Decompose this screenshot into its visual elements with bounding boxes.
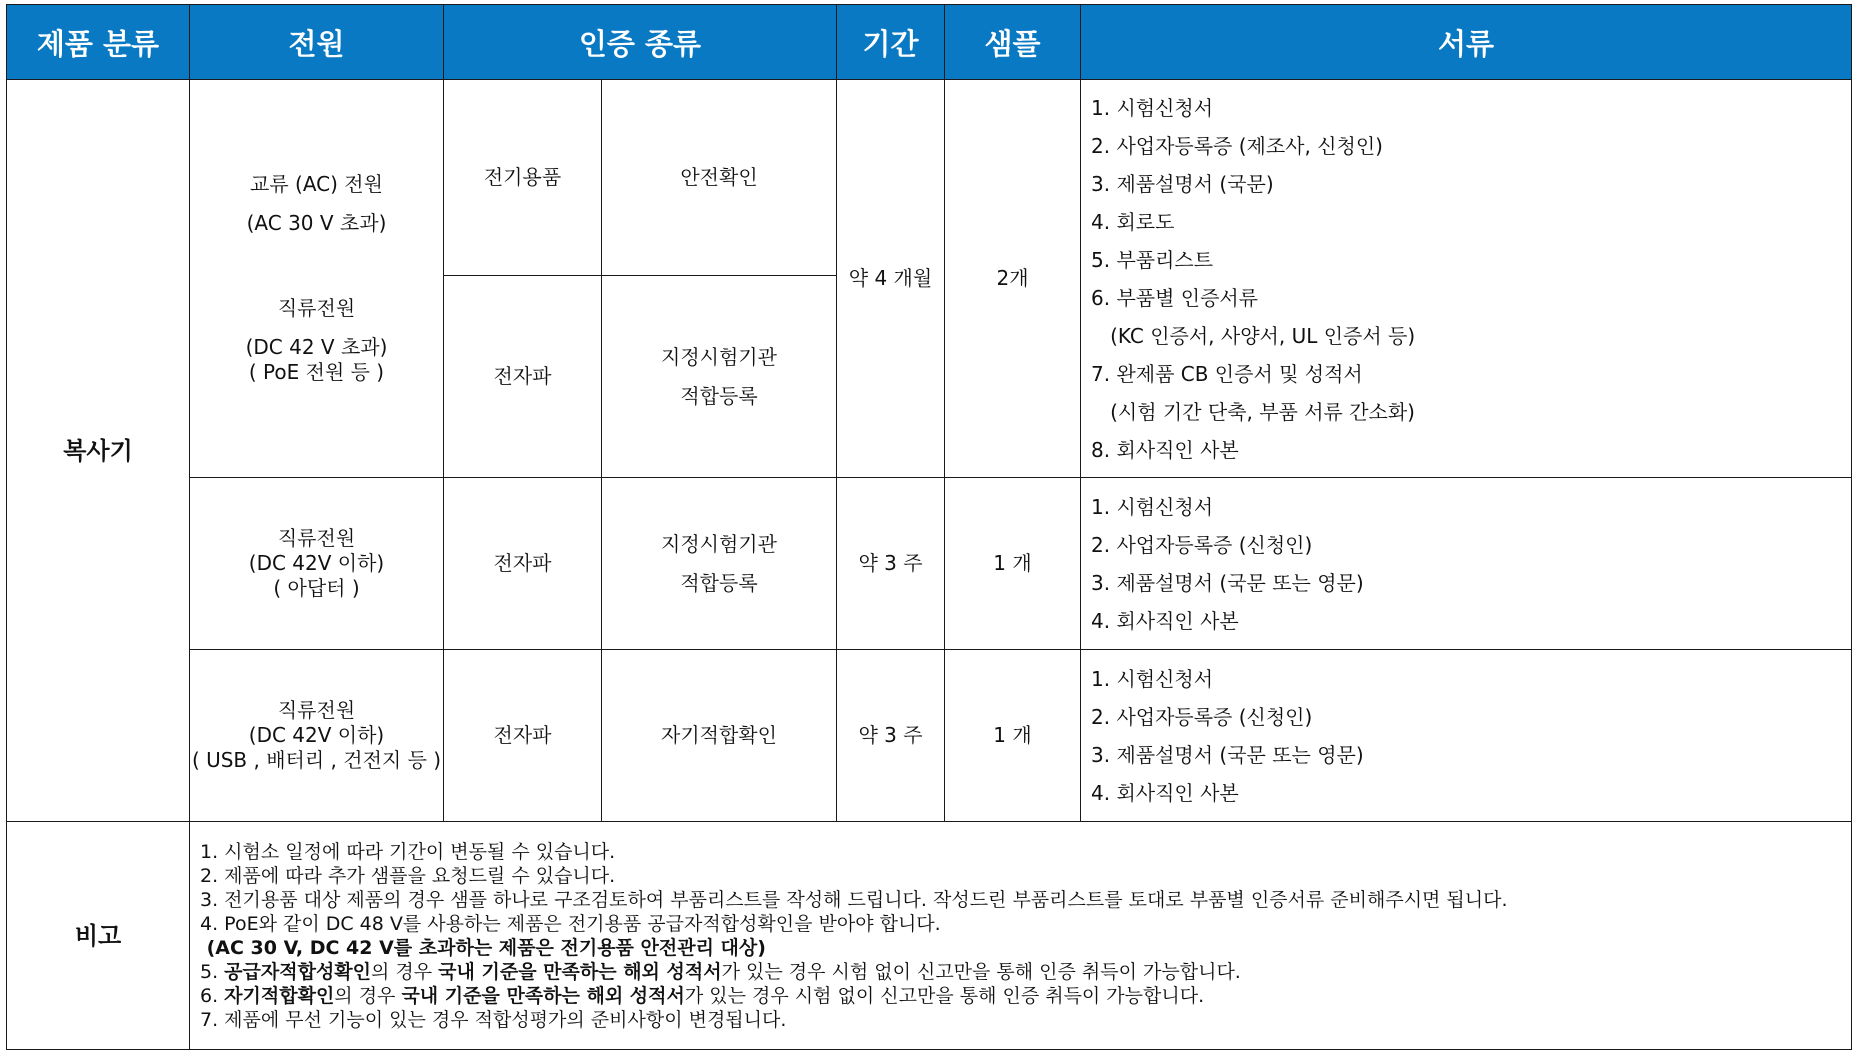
table-row: [7, 650, 1852, 822]
note-text: 5.: [200, 960, 225, 983]
law-cell: 전기용품: [444, 80, 602, 276]
document-item: 8. 회사직인 사본: [1091, 437, 1239, 462]
cert-cell: [602, 276, 837, 478]
note-text: 의 경우: [334, 984, 402, 1007]
cert-cell: 자기적합확인: [602, 650, 837, 822]
power-line: 직류전원: [277, 526, 356, 550]
header-power: 전원: [190, 5, 444, 80]
document-item: 4. 회사직인 사본: [1091, 780, 1239, 805]
period-cell: 약 3 주: [837, 478, 945, 650]
document-item: 3. 제품설명서 (국문 또는 영문): [1091, 742, 1364, 767]
document-item: (시험 기간 단축, 부품 서류 간소화): [1091, 399, 1415, 424]
cert-line: 적합등록: [680, 570, 758, 595]
documents-cell: [1081, 80, 1852, 478]
product-category: 복사기: [7, 80, 190, 822]
note-line: 7. 제품에 무선 기능이 있는 경우 적합성평가의 준비사항이 변경됩니다.: [200, 1008, 787, 1031]
cert-line: 적합등록: [680, 383, 758, 408]
document-item: 2. 사업자등록증 (신청인): [1091, 532, 1313, 557]
power-line: ( 아답터 ): [273, 576, 360, 600]
power-line: (DC 42V 이하): [248, 723, 385, 747]
note-line: 2. 제품에 따라 추가 샘플을 요청드릴 수 있습니다.: [200, 864, 616, 887]
power-line: 직류전원: [277, 296, 356, 320]
cert-line: 지정시험기관: [661, 531, 777, 556]
header-cert-type: 인증 종류: [444, 5, 837, 80]
notes-cell: [190, 822, 1852, 1050]
cert-cell: [602, 478, 837, 650]
cert-line: 지정시험기관: [661, 344, 777, 369]
document-item: 7. 완제품 CB 인증서 및 성적서: [1091, 361, 1363, 386]
cert-cell: 안전확인: [602, 80, 837, 276]
certification-table: [6, 4, 1852, 1050]
document-item: 6. 부품별 인증서류: [1091, 285, 1259, 310]
note-line-bold: [200, 936, 1841, 960]
table-row: [7, 478, 1852, 650]
document-item: 4. 회사직인 사본: [1091, 608, 1239, 633]
power-cell: [190, 478, 444, 650]
header-category: 제품 분류: [7, 5, 190, 80]
document-item: 1. 시험신청서: [1091, 666, 1214, 691]
document-item: 2. 사업자등록증 (신청인): [1091, 704, 1313, 729]
header-row: [7, 5, 1852, 80]
note-text: 의 경우: [371, 960, 439, 983]
power-cell: [190, 80, 444, 478]
document-item: 2. 사업자등록증 (제조사, 신청인): [1091, 133, 1383, 158]
period-cell: 약 3 주: [837, 650, 945, 822]
power-line: 직류전원: [277, 698, 356, 722]
note-line: 4. PoE와 같이 DC 48 V를 사용하는 제품은 전기용품 공급자적합성확인을 받아야 합니다.: [200, 912, 941, 935]
power-cell: [190, 650, 444, 822]
period-cell: 약 4 개월: [837, 80, 945, 478]
note-emphasis: 공급자적합성확인: [224, 960, 372, 983]
note-text: 6.: [200, 984, 225, 1007]
document-item: 3. 제품설명서 (국문): [1091, 171, 1274, 196]
document-item: 4. 회로도: [1091, 209, 1175, 234]
sample-cell: 2개: [945, 80, 1081, 478]
power-line: 교류 (AC) 전원: [250, 172, 383, 196]
power-line: (DC 42 V 초과): [245, 335, 388, 359]
note-emphasis: (AC 30 V, DC 42 V를 초과하는 제품은 전기용품 안전관리 대상): [200, 936, 766, 959]
document-item: 3. 제품설명서 (국문 또는 영문): [1091, 570, 1364, 595]
note-line: 1. 시험소 일정에 따라 기간이 변동될 수 있습니다.: [200, 840, 616, 863]
note-emphasis: 국내 기준을 만족하는 해외 성적서: [438, 960, 722, 983]
document-item: 1. 시험신청서: [1091, 494, 1214, 519]
notes-row: [7, 822, 1852, 1050]
law-cell: 전자파: [444, 276, 602, 478]
note-line: [200, 984, 1841, 1008]
document-item: 1. 시험신청서: [1091, 95, 1214, 120]
law-cell: 전자파: [444, 650, 602, 822]
note-emphasis: 국내 기준을 만족하는 해외 성적서: [401, 984, 685, 1007]
law-cell: 전자파: [444, 478, 602, 650]
document-item: (KC 인증서, 사양서, UL 인증서 등): [1091, 323, 1416, 348]
notes-label: 비고: [7, 822, 190, 1050]
power-line: (AC 30 V 초과): [246, 211, 387, 235]
note-line: [200, 960, 1841, 984]
documents-cell: [1081, 650, 1852, 822]
header-documents: 서류: [1081, 5, 1852, 80]
header-sample: 샘플: [945, 5, 1081, 80]
note-text: 가 있는 경우 시험 없이 신고만을 통해 인증 취득이 가능합니다.: [721, 960, 1241, 983]
power-line: ( USB , 배터리 , 건전지 등 ): [191, 748, 442, 772]
power-line: (DC 42V 이하): [248, 551, 385, 575]
table-row: [7, 80, 1852, 276]
sample-cell: 1 개: [945, 650, 1081, 822]
note-emphasis: 자기적합확인: [224, 984, 335, 1007]
power-line: ( PoE 전원 등 ): [248, 360, 385, 384]
documents-cell: [1081, 478, 1852, 650]
header-period: 기간: [837, 5, 945, 80]
document-item: 5. 부품리스트: [1091, 247, 1214, 272]
note-line: 3. 전기용품 대상 제품의 경우 샘플 하나로 구조검토하여 부품리스트를 작성해 드립니다. 작성드린 부품리스트를 토대로 부품별 인증서류 준비해주시면 됩니다.: [200, 888, 1508, 911]
note-text: 가 있는 경우 시험 없이 신고만을 통해 인증 취득이 가능합니다.: [684, 984, 1205, 1007]
sample-cell: 1 개: [945, 478, 1081, 650]
